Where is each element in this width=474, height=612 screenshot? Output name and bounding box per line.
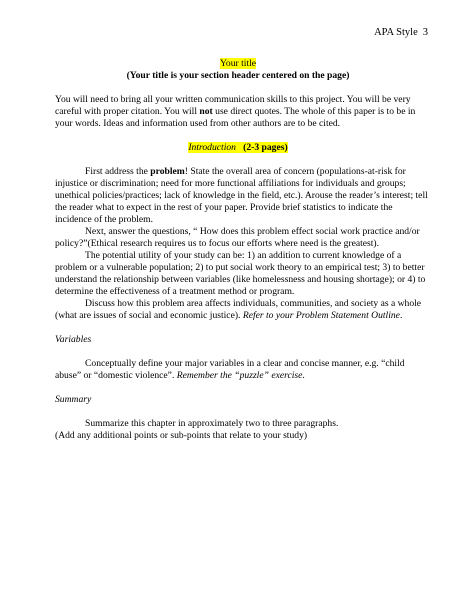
discuss-text: (what are issues of social and economic justice). xyxy=(55,310,243,321)
problem-text: First address the xyxy=(85,166,151,177)
variables-text: . xyxy=(302,370,305,381)
variables-heading: Variables xyxy=(55,334,92,345)
problem-line: injustice or discrimination; need for more functional affiliations for individuals and groups; xyxy=(55,178,406,189)
utility-line: The potential utility of your study can be: 1) an addition to current knowledge of a xyxy=(85,250,402,261)
utility-paragraph xyxy=(55,250,426,298)
variables-text: abuse” or “domestic violence”. xyxy=(55,370,177,381)
variables-line: Conceptually define your major variables in a clear and concise manner, e.g. “child xyxy=(85,358,405,369)
discuss-line: Discuss how this problem area affects individuals, communities, and society as a whole xyxy=(85,298,422,309)
problem-paragraph xyxy=(55,166,428,226)
problem-emphasis: problem xyxy=(150,166,185,177)
problem-line: the reader what to expect in the rest of your paper. Provide brief statistics to indicate the xyxy=(55,202,393,213)
summary-heading: Summary xyxy=(55,394,92,405)
problem-line: incidence of the problem. xyxy=(55,214,154,225)
title-instruction: (Your title is your section header centered on the page) xyxy=(126,70,350,81)
intro-text: use direct quotes. The whole of this paper is to be in xyxy=(212,106,416,117)
discuss-text: . xyxy=(399,310,403,321)
discuss-paragraph xyxy=(55,298,421,322)
problem-line: unethical policies/practices; lack of knowledge in the field, etc.). Arouse the reader’s interest; tell xyxy=(55,190,428,201)
problem-line xyxy=(55,166,421,178)
variables-paragraph xyxy=(55,358,421,382)
intro-emphasis-not: not xyxy=(199,106,213,117)
question-line: policy?”(Ethical research requires us to focus our efforts where need is the greatest). xyxy=(55,238,380,249)
page-number: 3 xyxy=(422,27,428,38)
summary-line: Summarize this chapter in approximately two to three paragraphs. xyxy=(85,418,339,429)
intro-text: careful with proper citation. You will xyxy=(55,106,200,117)
title-line xyxy=(55,58,421,70)
discuss-reference: Refer to your Problem Statement Outline xyxy=(242,310,400,321)
introduction-heading xyxy=(55,142,421,154)
summary-line: (Add any additional points or sub-points that relate to your study) xyxy=(55,430,308,441)
running-head-text: APA Style xyxy=(374,27,418,38)
introduction-heading-pages: (2-3 pages) xyxy=(243,142,288,153)
question-line: Next, answer the questions, “ How does this problem effect social work practice and/or xyxy=(85,226,420,237)
intro-line: You will need to bring all your written communication skills to this project. You will be very xyxy=(55,94,411,105)
variables-line xyxy=(55,370,421,382)
intro-line: your words. Ideas and information used from other authors are to be cited. xyxy=(55,118,341,129)
discuss-line xyxy=(55,310,421,322)
document-title: Your title xyxy=(219,58,257,69)
utility-line: problem or a vulnerable population; 2) to put social work theory to an empirical test; 3) to better xyxy=(55,262,425,273)
intro-paragraph xyxy=(55,94,421,130)
utility-line: determine the effectiveness of a treatment method or program. xyxy=(55,286,295,297)
question-paragraph xyxy=(55,226,421,250)
introduction-heading-highlight xyxy=(188,142,287,153)
utility-line: understand the relationship between variables (like homelessness and housing shortage); or 4) to xyxy=(55,274,426,285)
variables-reminder: Remember the “puzzle” exercise xyxy=(176,370,303,381)
intro-line xyxy=(55,106,421,118)
problem-text: ! State the overall area of concern (populations-at-risk for xyxy=(184,166,406,177)
summary-paragraph xyxy=(55,418,421,442)
page-body xyxy=(55,58,428,442)
running-head xyxy=(374,27,428,39)
introduction-heading-label: Introduction xyxy=(188,142,236,153)
